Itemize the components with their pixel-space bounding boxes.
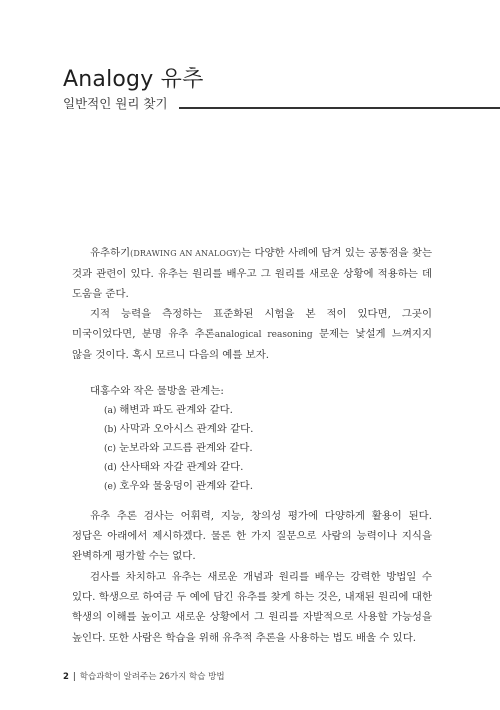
paragraph-intro-start: 유추하기 xyxy=(90,247,131,259)
page-footer xyxy=(63,670,225,682)
page-number: 2 xyxy=(63,672,69,682)
option-text: 호우와 물웅덩이 관계와 같다. xyxy=(119,480,254,492)
book-title: 학습과학이 알려주는 26가지 학습 방법 xyxy=(79,672,225,682)
paragraph-test-context xyxy=(72,304,432,366)
example-option xyxy=(104,401,410,420)
page-title: Analogy 유추 xyxy=(63,67,204,92)
subtitle-rule xyxy=(179,107,500,109)
paragraph-intro xyxy=(72,243,432,305)
option-marker: (a) xyxy=(104,406,117,416)
paragraph-test-end: 문제는 낯설게 느껴지지 않을 것이다. 혹시 모르니 다음의 예를 보자. xyxy=(72,328,432,362)
paragraph-test-start: 지적 능력을 측정하는 표준화된 시험을 본 적이 있다면, 그곳이 미국이었다면, 분명 유추 추론 xyxy=(72,308,432,341)
page-subtitle: 일반적인 원리 찾기 xyxy=(63,96,168,111)
option-text: 사막과 오아시스 관계와 같다. xyxy=(119,423,254,435)
example-options xyxy=(90,401,410,496)
footer-separator: | xyxy=(72,672,76,682)
example-option xyxy=(104,477,410,496)
analogy-example xyxy=(90,381,410,496)
paragraph-learning: 검사를 차치하고 유추는 새로운 개념과 원리를 배우는 강력한 방법일 수 있다. 학생으로 하여금 두 예에 담긴 유추를 찾게 하는 것은, 내재된 원리에 대한 학생의 이해를 높이고 새로운 상황에서 그 원리를 자발적으로 사용할 가능성을 높인다. 또한 사람은 학습을 위해 유추적 추론을 사용하는 법도 배울 수 있다. xyxy=(72,571,432,644)
option-text: 해변과 파도 관계와 같다. xyxy=(119,404,233,416)
option-text: 산사태와 자갈 관계와 같다. xyxy=(119,461,244,473)
term-analogical-reasoning: analogical reasoning xyxy=(214,330,313,341)
option-marker: (e) xyxy=(104,482,117,492)
paragraph-intro-end: 는 다양한 사례에 담겨 있는 공통점을 찾는 것과 관련이 있다. 유추는 원리를 배우고 그 원리를 새로운 상황에 적용하는 데 도움을 준다. xyxy=(72,247,432,301)
example-option xyxy=(104,420,410,439)
example-option xyxy=(104,458,410,477)
term-drawing-an-analogy: (DRAWING AN ANALOGY) xyxy=(130,249,242,258)
paragraph-test-usage: 유추 추론 검사는 어휘력, 지능, 창의성 평가에 다양하게 활용이 된다. 정답은 아래에서 제시하겠다. 물론 한 가지 질문으로 사람의 능력이나 지식을 완벽하게 평가할 수는 없다. xyxy=(72,510,432,563)
example-question: 대홍수와 작은 물방울 관계는: xyxy=(90,385,224,397)
example-option xyxy=(104,439,410,458)
option-marker: (b) xyxy=(104,425,117,435)
subtitle-row xyxy=(63,94,500,114)
option-marker: (c) xyxy=(104,444,117,454)
option-marker: (d) xyxy=(104,463,117,473)
option-text: 눈보라와 고드름 관계와 같다. xyxy=(119,442,253,454)
